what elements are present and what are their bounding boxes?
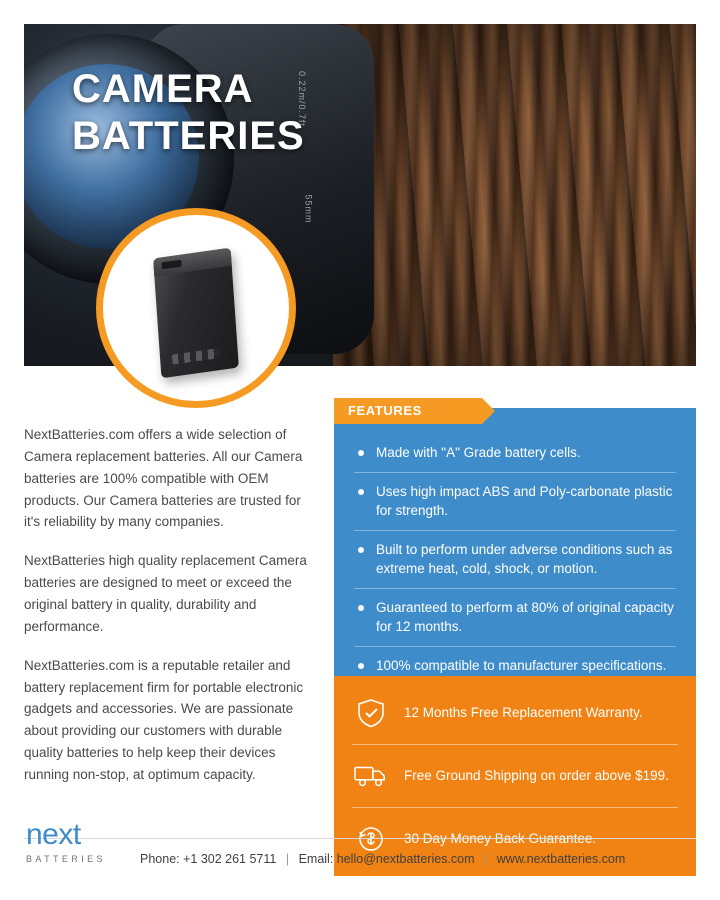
guarantee-item-text: 12 Months Free Replacement Warranty. (404, 705, 643, 721)
guarantee-item-text: Free Ground Shipping on order above $199. (404, 768, 669, 784)
features-tab-label: FEATURES (334, 398, 482, 424)
battery-notch (161, 260, 181, 270)
footer-separator-2: | (484, 852, 488, 866)
footer-website[interactable]: www.nextbatteries.com (496, 852, 626, 866)
brand-logo (26, 820, 106, 864)
guarantee-item (352, 682, 678, 745)
feature-item-text: Uses high impact ABS and Poly-carbonate plastic for strength. (376, 483, 673, 519)
hero-bark-image (320, 24, 696, 366)
description-copy (24, 424, 320, 803)
battery-contacts (172, 348, 220, 365)
brand-logo-secondary: BATTERIES (26, 854, 106, 864)
battery-product-image (153, 248, 239, 379)
bullet-icon (358, 605, 364, 611)
guarantee-item-text (404, 829, 596, 848)
features-panel (334, 408, 696, 701)
feature-item-text: Guaranteed to perform at 80% of original capacity for 12 months. (376, 599, 674, 635)
feature-item-text: Built to perform under adverse conditions such as extreme heat, cold, shock, or motion. (376, 541, 673, 577)
footer-email[interactable]: Email: hello@nextbatteries.com (298, 852, 475, 866)
feature-item (354, 589, 676, 647)
feature-item (354, 473, 676, 531)
bullet-icon (358, 663, 364, 669)
brand-logo-primary: next (26, 818, 81, 851)
feature-item (354, 434, 676, 473)
footer-contact-bar (140, 852, 625, 866)
product-image-circle (96, 208, 296, 408)
description-paragraph-2: NextBatteries high quality replacement Camera batteries are designed to meet or exceed the original battery in quality, durability and performance. (24, 553, 307, 634)
hero-bark-shadow (320, 24, 696, 366)
feature-item-text: 100% compatible to manufacturer specifications. (376, 657, 667, 673)
lens-marking-text: 0.22m/0.7ft (297, 70, 308, 128)
bullet-icon (358, 450, 364, 456)
footer-divider (24, 838, 696, 839)
footer-separator-1: | (285, 852, 290, 866)
footer-phone: Phone: +1 302 261 5711 (140, 852, 277, 866)
shield-check-icon (352, 696, 390, 730)
bullet-icon (358, 489, 364, 495)
description-paragraph-1: NextBatteries.com offers a wide selection of Camera replacement batteries. All our Camera batteries are 100% compatible with OEM products. Our Camera batteries are trusted for it's reliability by many companies. (24, 427, 303, 530)
hero-title (72, 66, 308, 160)
feature-item-text: Made with "A" Grade battery cells. (376, 445, 581, 460)
hero-title-line-1: CAMERA (72, 67, 254, 111)
delivery-truck-icon (352, 759, 390, 793)
guarantee-item (352, 745, 678, 808)
hero-title-line-2: BATTERIES (72, 114, 305, 159)
lens-marking-text-2: 55mm (303, 194, 314, 224)
bullet-icon (358, 547, 364, 553)
money-back-icon (352, 822, 390, 856)
battery-top-face (153, 248, 232, 277)
feature-item (354, 531, 676, 589)
description-paragraph-3: NextBatteries.com is a reputable retailer and battery replacement firm for portable electronic gadgets and accessories. We are passionate about providing our customers with durable quality batteries to help keep their devices running non-stop, at optimum capacity. (24, 657, 304, 783)
guarantee-panel (334, 676, 696, 876)
